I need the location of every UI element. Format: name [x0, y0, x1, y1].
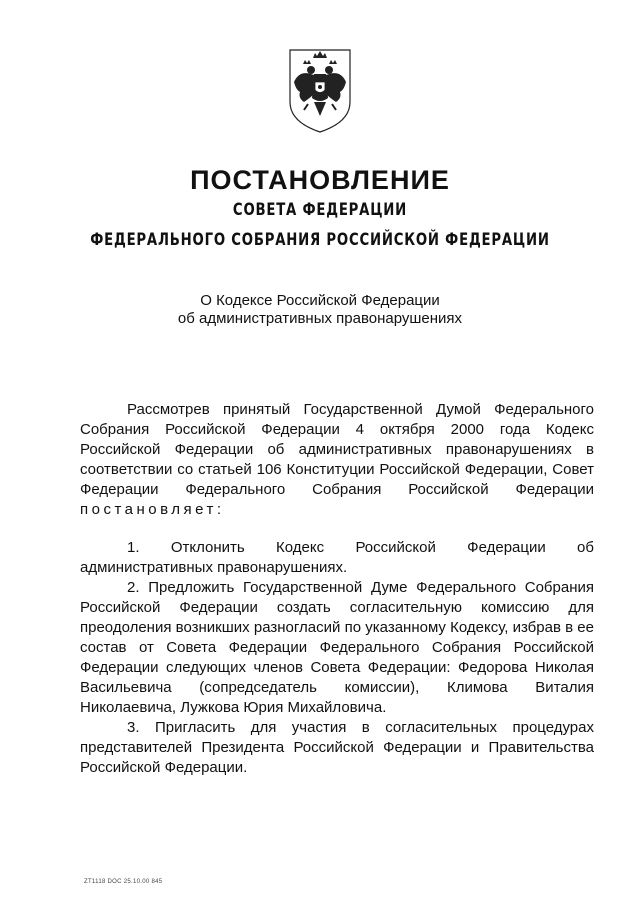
- preamble: [80, 400, 594, 520]
- title-line-1: О Кодексе Российской Федерации: [200, 292, 440, 309]
- resolution-item-1: 1. Отклонить Кодекс Российской Федерации об административных правонарушениях.: [80, 539, 594, 576]
- issuer-line-1: СОВЕТА ФЕДЕРАЦИИ: [232, 200, 408, 220]
- preamble-paragraph: [80, 400, 594, 520]
- coat-of-arms-icon: [286, 46, 354, 134]
- resolution-item-2: 2. Предложить Государственной Думе Федерального Собрания Российской Федерации создать согласительную комиссию для преодоления возникших разногласий по указанному Кодексу, избрав в ее состав от Совета Федерации Федерального Собрания Российской Федерации следующих членов Совета Федерации: Федорова Николая Васильевича (сопредседатель комиссии), Климова Виталия Николаевича, Лужкова Юрия Михайловича.: [80, 579, 594, 716]
- decision-word: постановляет:: [80, 501, 225, 518]
- title-line-2: об административных правонарушениях: [177, 310, 463, 327]
- resolution-items: [80, 538, 594, 778]
- document-title: [0, 292, 640, 328]
- document-type-heading: ПОСТАНОВЛЕНИЕ: [190, 165, 450, 195]
- issuer-line-2: ФЕДЕРАЛЬНОГО СОБРАНИЯ РОССИЙСКОЙ ФЕДЕРАЦИИ: [90, 230, 550, 250]
- resolution-item-3: 3. Пригласить для участия в согласительных процедурах представителей Президента Российской Федерации и Правительства Российской Федерации.: [80, 719, 594, 776]
- document-code: ZT1118 DOC 25.10.00 845: [84, 879, 163, 885]
- preamble-text: Рассмотрев принятый Государственной Думой Федерального Собрания Российской Федерации 4 октября 2000 года Кодекс Российской Федерации об административных правонарушениях в соответствии со статьей 106 Конституции Российской Федерации, Совет Федерации Федерального Собрания Российской Федерации: [80, 401, 594, 498]
